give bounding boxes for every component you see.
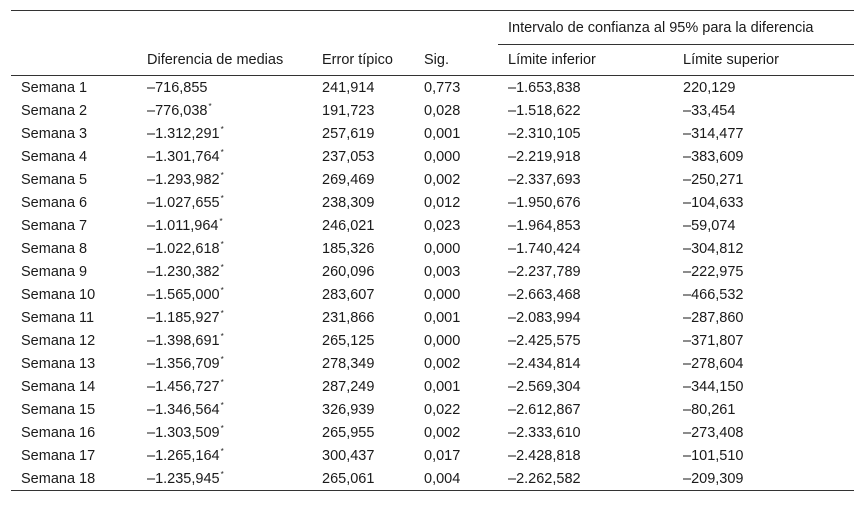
std-error-cell: 260,096 <box>322 263 375 280</box>
significance-mark: * <box>220 170 224 180</box>
mean-diff-cell: –1.312,291* <box>147 124 224 142</box>
upper-limit-cell: 220,129 <box>683 79 736 96</box>
sig-cell: 0,773 <box>424 79 461 96</box>
lower-limit-cell: –2.434,814 <box>508 355 581 372</box>
header-row-group <box>11 11 854 45</box>
row-label: Semana 16 <box>21 424 96 441</box>
sig-cell: 0,001 <box>424 309 461 326</box>
upper-limit-cell: –466,532 <box>683 286 744 303</box>
significance-mark: * <box>220 262 224 272</box>
std-error-cell: 287,249 <box>322 378 375 395</box>
std-error-cell: 265,125 <box>322 332 375 349</box>
lower-limit-cell: –1.964,853 <box>508 217 581 234</box>
row-label: Semana 9 <box>21 263 88 280</box>
significance-mark: * <box>208 101 212 111</box>
std-error-cell: 241,914 <box>322 79 375 96</box>
significance-mark: * <box>220 400 224 410</box>
std-error-cell: 300,437 <box>322 447 375 464</box>
table-row <box>11 352 854 375</box>
significance-mark: * <box>220 423 224 433</box>
mean-diff-cell: –1.565,000* <box>147 285 224 303</box>
lower-limit-cell: –2.262,582 <box>498 467 673 491</box>
sig-cell: 0,023 <box>424 217 461 234</box>
ci-group-header: Intervalo de confianza al 95% para la diferencia <box>498 11 854 45</box>
table-row <box>11 329 854 352</box>
sig-cell: 0,017 <box>424 447 461 464</box>
lower-limit-cell: –2.425,575 <box>508 332 581 349</box>
mean-diff-cell: –1.265,164* <box>147 446 224 464</box>
lower-limit-cell: –2.612,867 <box>508 401 581 418</box>
col-header-week <box>11 45 137 76</box>
row-label: Semana 18 <box>11 467 137 491</box>
upper-limit-cell: –222,975 <box>683 263 744 280</box>
row-label: Semana 4 <box>21 148 88 165</box>
mean-diff-cell: –1.398,691* <box>147 331 224 349</box>
std-error-cell: 257,619 <box>322 125 375 142</box>
sig-cell: 0,000 <box>424 240 461 257</box>
sig-cell: 0,002 <box>424 355 461 372</box>
row-label: Semana 7 <box>21 217 88 234</box>
lower-limit-cell: –2.310,105 <box>508 125 581 142</box>
table-row <box>11 237 854 260</box>
std-error-cell: 185,326 <box>322 240 375 257</box>
table-row <box>11 421 854 444</box>
upper-limit-cell: –344,150 <box>683 378 744 395</box>
table-row <box>11 467 854 491</box>
upper-limit-cell: –371,807 <box>683 332 744 349</box>
header-row-columns <box>11 45 854 76</box>
std-error-cell: 278,349 <box>322 355 375 372</box>
significance-mark: * <box>219 216 223 226</box>
table-row <box>11 145 854 168</box>
table-row <box>11 122 854 145</box>
lower-limit-cell: –2.569,304 <box>508 378 581 395</box>
significance-mark: * <box>220 124 224 134</box>
upper-limit-cell: –209,309 <box>673 467 854 491</box>
row-label: Semana 10 <box>21 286 96 303</box>
lower-limit-cell: –1.518,622 <box>508 102 581 119</box>
row-label: Semana 13 <box>21 355 96 372</box>
std-error-cell: 283,607 <box>322 286 375 303</box>
lower-limit-cell: –2.333,610 <box>508 424 581 441</box>
upper-limit-cell: –80,261 <box>683 401 736 418</box>
mean-diff-cell: –1.230,382* <box>147 262 224 280</box>
significance-mark: * <box>220 285 224 295</box>
row-label: Semana 6 <box>21 194 88 211</box>
mean-diff-cell: –1.011,964* <box>147 216 223 234</box>
std-error-cell: 238,309 <box>322 194 375 211</box>
header-blank <box>312 11 414 45</box>
significance-mark: * <box>220 239 224 249</box>
std-error-cell: 269,469 <box>322 171 375 188</box>
lower-limit-cell: –1.950,676 <box>508 194 581 211</box>
mean-diff-cell: –1.346,564* <box>147 400 224 418</box>
sig-cell: 0,004 <box>414 467 498 491</box>
mean-diff-cell: –1.301,764* <box>147 147 224 165</box>
sig-cell: 0,000 <box>424 148 461 165</box>
mean-diff-cell: –1.185,927* <box>147 308 224 326</box>
significance-mark: * <box>220 193 224 203</box>
table-row <box>11 398 854 421</box>
lower-limit-cell: –1.740,424 <box>508 240 581 257</box>
col-header-mean-diff: Diferencia de medias <box>137 45 312 76</box>
col-header-std-error: Error típico <box>312 45 414 76</box>
lower-limit-cell: –1.653,838 <box>508 79 581 96</box>
mean-diff-cell: –716,855 <box>147 79 208 96</box>
table-row <box>11 306 854 329</box>
sig-cell: 0,003 <box>424 263 461 280</box>
mean-diff-cell: –1.456,727* <box>147 377 224 395</box>
col-header-lower-limit: Límite inferior <box>498 45 673 76</box>
upper-limit-cell: –383,609 <box>683 148 744 165</box>
header-blank <box>137 11 312 45</box>
table-row <box>11 99 854 122</box>
row-label: Semana 1 <box>21 79 88 96</box>
sig-cell: 0,022 <box>424 401 461 418</box>
sig-cell: 0,002 <box>424 171 461 188</box>
significance-mark: * <box>220 446 224 456</box>
lower-limit-cell: –2.663,468 <box>508 286 581 303</box>
row-label: Semana 11 <box>21 309 95 326</box>
mean-diff-cell: –1.022,618* <box>147 239 224 257</box>
table-row <box>11 260 854 283</box>
table-row <box>11 444 854 467</box>
header-blank <box>11 11 137 45</box>
upper-limit-cell: –33,454 <box>683 102 736 119</box>
std-error-cell: 265,061 <box>312 467 414 491</box>
table-row <box>11 283 854 306</box>
row-label: Semana 14 <box>21 378 96 395</box>
row-label: Semana 5 <box>21 171 88 188</box>
table-row <box>11 168 854 191</box>
table-body <box>11 76 854 491</box>
row-label: Semana 2 <box>21 102 88 119</box>
upper-limit-cell: –287,860 <box>683 309 744 326</box>
sig-cell: 0,028 <box>424 102 461 119</box>
lower-limit-cell: –2.083,994 <box>508 309 581 326</box>
significance-mark: * <box>220 469 224 479</box>
upper-limit-cell: –101,510 <box>683 447 744 464</box>
std-error-cell: 326,939 <box>322 401 375 418</box>
upper-limit-cell: –59,074 <box>683 217 736 234</box>
significance-mark: * <box>220 308 224 318</box>
sig-cell: 0,002 <box>424 424 461 441</box>
upper-limit-cell: –104,633 <box>683 194 744 211</box>
mean-diff-cell: –1.235,945* <box>137 467 312 491</box>
sig-cell: 0,001 <box>424 378 461 395</box>
col-header-sig: Sig. <box>414 45 498 76</box>
row-label: Semana 15 <box>21 401 96 418</box>
table-row <box>11 375 854 398</box>
std-error-cell: 191,723 <box>322 102 375 119</box>
lower-limit-cell: –2.237,789 <box>508 263 581 280</box>
header-blank <box>414 11 498 45</box>
table-row <box>11 76 854 100</box>
table-row <box>11 214 854 237</box>
significance-mark: * <box>220 377 224 387</box>
row-label: Semana 17 <box>21 447 96 464</box>
std-error-cell: 231,866 <box>322 309 375 326</box>
sig-cell: 0,012 <box>424 194 461 211</box>
std-error-cell: 246,021 <box>322 217 375 234</box>
std-error-cell: 237,053 <box>322 148 375 165</box>
table-header <box>11 11 854 76</box>
upper-limit-cell: –278,604 <box>683 355 744 372</box>
upper-limit-cell: –273,408 <box>683 424 744 441</box>
sig-cell: 0,000 <box>424 332 461 349</box>
col-header-upper-limit: Límite superior <box>673 45 854 76</box>
sig-cell: 0,000 <box>424 286 461 303</box>
mean-diff-cell: –1.356,709* <box>147 354 224 372</box>
significance-mark: * <box>220 147 224 157</box>
mean-diff-cell: –1.027,655* <box>147 193 224 211</box>
mean-diff-cell: –1.293,982* <box>147 170 224 188</box>
table-row <box>11 191 854 214</box>
upper-limit-cell: –304,812 <box>683 240 744 257</box>
lower-limit-cell: –2.219,918 <box>508 148 581 165</box>
row-label: Semana 3 <box>21 125 88 142</box>
lower-limit-cell: –2.337,693 <box>508 171 581 188</box>
significance-mark: * <box>220 354 224 364</box>
sig-cell: 0,001 <box>424 125 461 142</box>
upper-limit-cell: –314,477 <box>683 125 744 142</box>
std-error-cell: 265,955 <box>322 424 375 441</box>
lower-limit-cell: –2.428,818 <box>508 447 581 464</box>
mean-diff-cell: –1.303,509* <box>147 423 224 441</box>
row-label: Semana 8 <box>21 240 88 257</box>
comparison-table <box>11 10 854 491</box>
upper-limit-cell: –250,271 <box>683 171 744 188</box>
row-label: Semana 12 <box>21 332 96 349</box>
significance-mark: * <box>220 331 224 341</box>
mean-diff-cell: –776,038* <box>147 101 212 119</box>
